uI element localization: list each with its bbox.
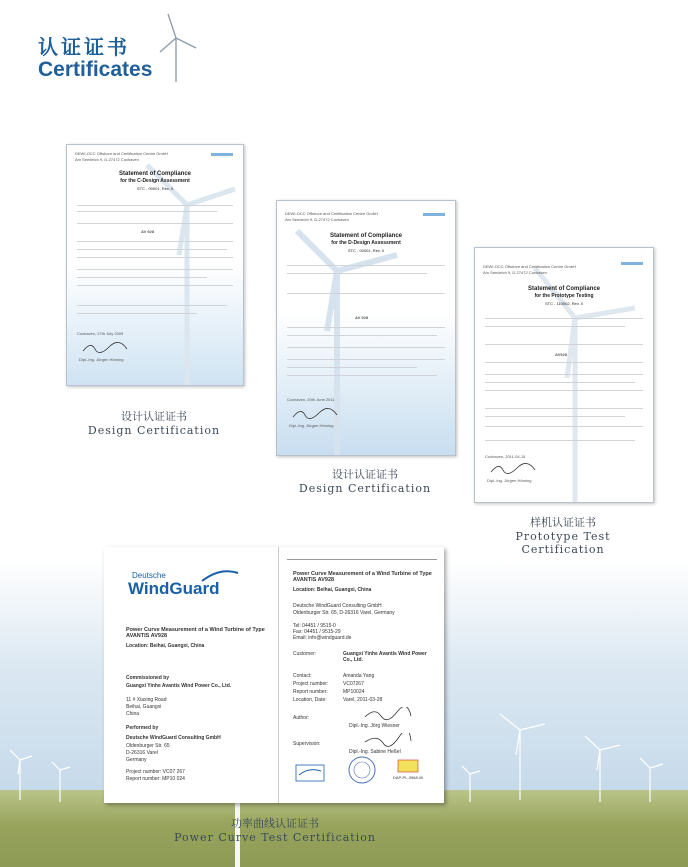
caption-cn: 设计认证证书 [121, 410, 187, 423]
report-label: Report number: [293, 689, 328, 695]
text-line [287, 375, 437, 376]
supervisor-name: Dipl.-Ing. Sabine Heßel [349, 749, 401, 755]
dakks-logo [397, 759, 419, 773]
text-line [485, 382, 635, 383]
report-title: Power Curve Measurement of a Wind Turbine of Type AVANTIS AV928 [126, 627, 265, 639]
text-line [287, 273, 427, 274]
caption-power-curve [150, 815, 400, 844]
text-line [77, 223, 233, 224]
signer-name: Dipl.-Ing. Jürgen Hörning [487, 478, 532, 483]
text-line [77, 285, 233, 286]
caption-en: Design Certification [298, 482, 432, 495]
report-location: Location: Beihai, Guangxi, China [293, 587, 372, 593]
text-line [485, 408, 643, 409]
text-line [77, 257, 233, 258]
certificate-title: Statement of Compliance [527, 286, 600, 292]
supervision-label: Supervision: [293, 741, 321, 747]
report-value: MP10024 [343, 689, 365, 695]
certificate-title: Statement of Compliance [118, 171, 191, 177]
contact-label: Contact: [293, 673, 312, 679]
contact-value: Amanda Yang [343, 673, 375, 679]
design-certificate-2[interactable] [276, 200, 456, 456]
signer-name: Dipl.-Ing. Jürgen Hörning [79, 357, 124, 362]
customer-value: Guangxi Yinhe Avantis Wind Power Co., Ltd. [343, 651, 427, 663]
issuer-name: DEWI-OCC Offshore and Certification Centre GmbH [285, 211, 378, 216]
caption-design-1 [66, 408, 242, 437]
issuer-name: DEWI-OCC Offshore and Certification Centre GmbH [75, 151, 168, 156]
wind-turbine-icon [158, 12, 198, 84]
text-line [485, 440, 635, 441]
text-line [485, 344, 643, 345]
text-line [485, 426, 643, 427]
text-line [287, 359, 445, 360]
certificate-subtitle: for the C-Design Assessment [120, 178, 190, 184]
signer-name: Dipl.-Ing. Jürgen Hörning [289, 423, 334, 428]
text-line [77, 305, 227, 306]
windguard-stamp-logo [295, 761, 325, 785]
text-line [485, 318, 643, 319]
issuer-address: Am Seedeich 9, D-27472 Cuxhaven [75, 157, 139, 162]
caption-cn: 样机认证证书 [530, 516, 596, 529]
caption-cn: 设计认证证书 [332, 468, 398, 481]
report-number: Report number: MP10 024 [126, 776, 185, 782]
text-line [287, 265, 445, 266]
performer-name: Deutsche WindGuard Consulting GmbH [126, 735, 221, 741]
project-label: Project number: [293, 681, 329, 687]
caption-design-2 [276, 466, 454, 495]
caption-cn: 功率曲线认证证书 [231, 817, 319, 830]
page-title-en: Certificates [38, 58, 153, 81]
project-number: Project number: VC07 267 [126, 769, 185, 775]
turbine-model: AV 928 [355, 315, 369, 320]
certificate-number: STC - 00001, Rev. 0 [136, 186, 174, 191]
performer-address-1: Oldenburger Str. 65 [126, 743, 170, 749]
issue-date: Cuxhaven, 2011-04-15 [485, 454, 526, 459]
commissioned-label: Commissioned by [126, 675, 170, 681]
text-line [287, 335, 437, 336]
text-line [485, 362, 643, 363]
text-line [287, 327, 445, 328]
text-line [77, 211, 217, 212]
text-line [287, 293, 445, 294]
caption-en: Prototype Test Certification [515, 530, 611, 556]
design-certificate-1[interactable] [66, 144, 244, 386]
supervisor-signature [363, 733, 413, 747]
official-seal [347, 755, 377, 785]
turbine-model: AV928 [555, 352, 567, 357]
issuer-logo [621, 262, 643, 265]
performer-address-2: D-26316 Varel [126, 750, 158, 756]
author-label: Author: [293, 715, 310, 721]
company-name: Deutsche WindGuard Consulting GmbH [293, 603, 382, 609]
report-title: Power Curve Measurement of a Wind Turbine of Type AVANTIS AV928 [293, 571, 432, 583]
turbine-model: AV 928 [141, 229, 155, 234]
performed-label: Performed by [126, 725, 159, 731]
text-line [485, 374, 643, 375]
commissioner-address-1: 11 # Xiaxing Road [126, 697, 167, 703]
author-name: Dipl.-Ing. Jörg Wiesner [349, 723, 400, 729]
text-line [485, 416, 625, 417]
signature [291, 407, 341, 421]
signature [489, 462, 539, 476]
dakks-number: DAP-PL-3968.00 [393, 775, 424, 780]
text-line [77, 277, 207, 278]
prototype-certificate[interactable] [474, 247, 654, 503]
commissioner-address-2: Beihai, Guangxi [126, 704, 162, 710]
certificate-subtitle: for the D-Design Assessment [331, 240, 401, 246]
issuer-address: Am Seedeich 9, D-27472 Cuxhaven [285, 217, 349, 222]
text-line [77, 249, 227, 250]
author-signature [363, 707, 413, 721]
caption-prototype [474, 514, 652, 556]
company-address: Oldenburger Str. 65, D-26316 Varel, Germany [293, 610, 395, 616]
project-value: VC07267 [343, 681, 364, 687]
report-location: Location: Beihai, Guangxi, China [126, 643, 205, 649]
location-date-label: Location, Date: [293, 697, 327, 703]
report-cover [104, 547, 279, 803]
customer-label: Customer: [293, 651, 317, 657]
text-line [77, 241, 233, 242]
header-rule [287, 559, 437, 560]
text-line [485, 390, 643, 391]
text-line [77, 313, 197, 314]
page-title-cn: 认证证书 [38, 35, 130, 59]
performer-address-3: Germany [126, 757, 147, 763]
commissioner-address-3: China [126, 711, 140, 717]
company-tel: Tel: 04451 / 9515-0 [293, 623, 336, 629]
company-fax: Fax: 04451 / 9515-29 [293, 629, 341, 635]
issuer-name: DEWI-OCC Offshore and Certification Centre GmbH [483, 264, 576, 269]
certificate-number: STC - 110002, Rev. 0 [544, 301, 584, 306]
windguard-logo-top: Deutsche [132, 571, 166, 580]
certificate-title: Statement of Compliance [329, 233, 402, 239]
issuer-logo [423, 213, 445, 216]
certificate-number: STC - 00001, Rev. 0 [347, 248, 385, 253]
location-date-value: Varel, 2011-03-28 [343, 697, 383, 703]
windguard-logo: WindGuard [128, 579, 220, 598]
issuer-address: Am Seedeich 9, D-27472 Cuxhaven [483, 270, 547, 275]
text-line [287, 347, 445, 348]
issue-date: Cuxhaven, 20th June 2011 [287, 397, 335, 402]
caption-en: Design Certification [87, 424, 221, 437]
certificate-subtitle: for the Prototype Testing [534, 293, 594, 299]
text-line [485, 326, 625, 327]
windguard-swoosh-icon [200, 569, 240, 585]
signature [81, 341, 131, 355]
company-email: Email: info@windguard.de [293, 635, 352, 641]
text-line [287, 367, 417, 368]
text-line [77, 269, 233, 270]
caption-en: Power Curve Test Certification [174, 831, 376, 844]
power-curve-report[interactable] [104, 547, 444, 803]
text-line [77, 205, 233, 206]
issue-date: Cuxhaven, 27th July 2009 [77, 331, 124, 336]
issuer-logo [211, 153, 233, 156]
commissioner-name: Guangxi Yinhe Avantis Wind Power Co., Ltd. [126, 683, 232, 689]
report-title-page [279, 547, 444, 803]
